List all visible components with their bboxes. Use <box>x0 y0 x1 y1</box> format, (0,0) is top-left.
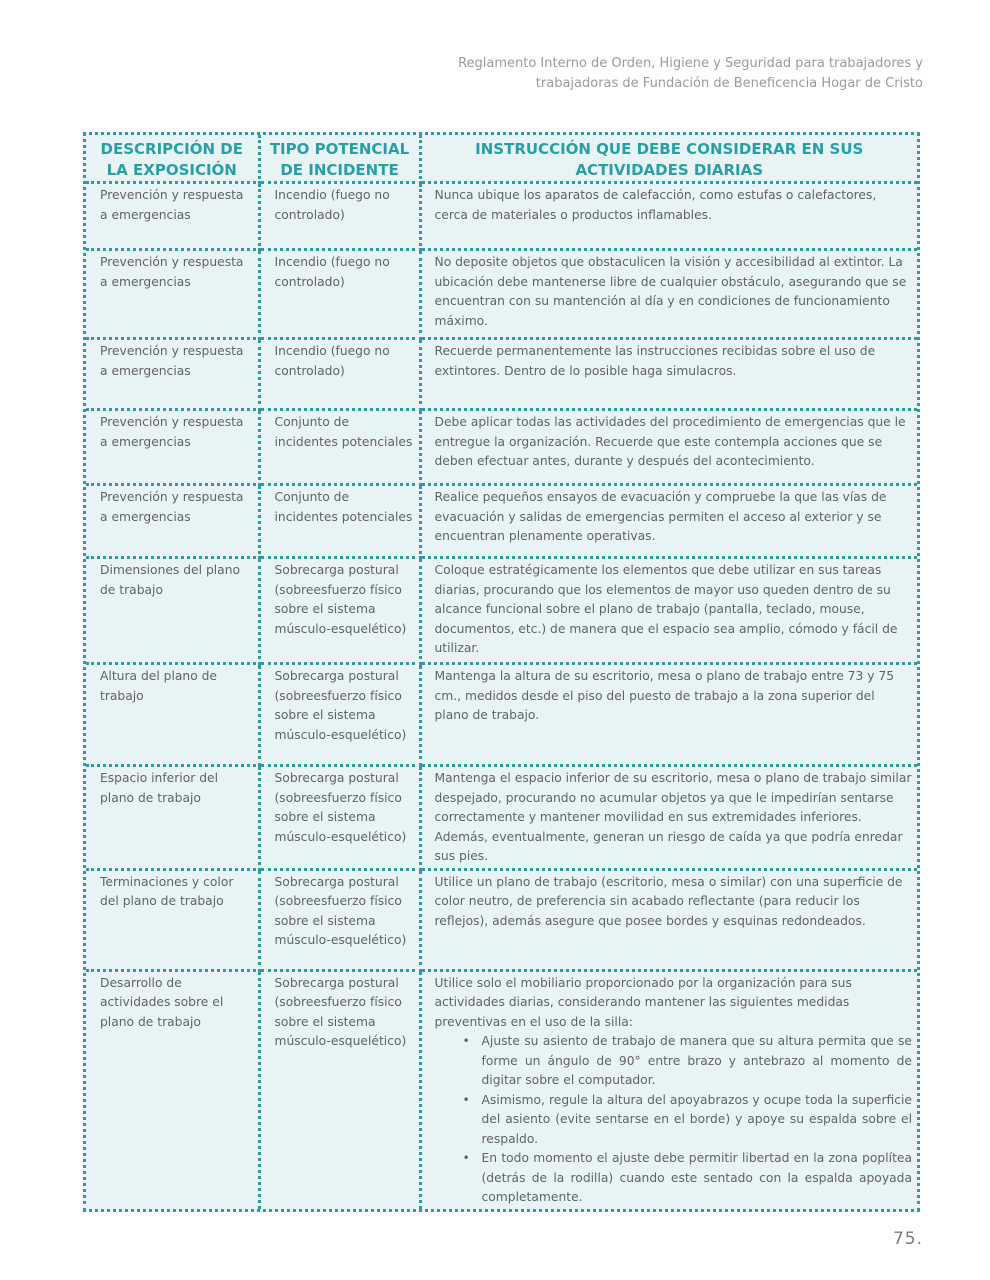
header-incidente: TIPO POTENCIAL DE INCIDENTE <box>259 135 420 183</box>
cell-instruccion: Mantenga el espacio inferior de su escritorio, mesa o plano de trabajo similar despejado, procurando no acumular objetos ya que le impedirían sentarse correctamente y mantener movilidad en sus extremidades inferiores. Además, eventualmente, generan un riesgo de caída ya que podría enredar sus pies. <box>420 766 917 870</box>
cell-exposicion: Desarrollo de actividades sobre el plano de trabajo <box>86 970 259 1209</box>
cell-incidente: Sobrecarga postural (sobreesfuerzo físico sobre el sistema músculo-esquelético) <box>259 766 420 870</box>
list-item: • Asimismo, regule la altura del apoyabrazos y ocupe toda la superficie del asiento (evite sentarse en el borde) y apoye su espalda sobre el respaldo. <box>463 1091 913 1150</box>
cell-exposicion: Terminaciones y color del plano de trabajo <box>86 869 259 970</box>
cell-exposicion: Prevención y respuesta a emergencias <box>86 485 259 558</box>
cell-incidente: Conjunto de incidentes potenciales <box>259 485 420 558</box>
page-number: 75. <box>892 1229 923 1249</box>
list-item: • En todo momento el ajuste debe permitir libertad en la zona poplítea (detrás de la rodilla) cuando este sentado con la espalda apoyada completamente. <box>463 1149 913 1208</box>
table-row <box>86 339 917 410</box>
cell-incidente: Sobrecarga postural (sobreesfuerzo físico sobre el sistema músculo-esquelético) <box>259 664 420 766</box>
table-row <box>86 485 917 558</box>
cell-exposicion: Dimensiones del plano de trabajo <box>86 558 259 664</box>
cell-instruccion: No deposite objetos que obstaculicen la visión y accesibilidad al extintor. La ubicación debe mantenerse libre de cualquier obstáculo, asegurando que se encuentran con su mantención al día y en condiciones de funcionamiento máximo. <box>420 250 917 339</box>
cell-incidente: Incendio (fuego no controlado) <box>259 339 420 410</box>
list-item: • Ajuste su asiento de trabajo de manera que su altura permita que se forme un ángulo de 90° entre brazo y antebrazo al momento de digitar sobre el computador. <box>463 1032 913 1091</box>
table-row <box>86 250 917 339</box>
cell-instruccion: Recuerde permanentemente las instrucciones recibidas sobre el uso de extintores. Dentro de lo posible haga simulacros. <box>420 339 917 410</box>
header-exposicion: DESCRIPCIÓN DE LA EXPOSICIÓN <box>86 135 259 183</box>
document-header <box>363 54 923 93</box>
cell-exposicion: Altura del plano de trabajo <box>86 664 259 766</box>
cell-exposicion: Prevención y respuesta a emergencias <box>86 339 259 410</box>
table-row <box>86 664 917 766</box>
instruccion-intro: Utilice solo el mobiliario proporcionado por la organización para sus actividades diarias, considerando mantener las siguientes medidas preventivas en el uso de la silla: <box>434 975 852 1029</box>
table-row <box>86 970 917 1209</box>
table-row <box>86 766 917 870</box>
cell-exposicion: Prevención y respuesta a emergencias <box>86 183 259 250</box>
cell-incidente: Incendio (fuego no controlado) <box>259 250 420 339</box>
cell-instruccion: Debe aplicar todas las actividades del procedimiento de emergencias que le entregue la organización. Recuerde que este contempla acciones que se deben efectuar antes, durante y después del acontecimiento. <box>420 410 917 485</box>
cell-exposicion: Prevención y respuesta a emergencias <box>86 250 259 339</box>
cell-exposicion: Espacio inferior del plano de trabajo <box>86 766 259 870</box>
table-row <box>86 869 917 970</box>
table-header-row <box>86 135 917 183</box>
cell-incidente: Sobrecarga postural (sobreesfuerzo físico sobre el sistema músculo-esquelético) <box>259 869 420 970</box>
cell-instruccion: Coloque estratégicamente los elementos que debe utilizar en sus tareas diarias, procurando que los elementos de mayor uso queden dentro de su alcance funcional sobre el plano de trabajo (pantalla, teclado, mouse, documentos, etc.) de manera que el espacio sea amplio, cómodo y fácil de utilizar. <box>420 558 917 664</box>
header-line-1: Reglamento Interno de Orden, Higiene y Seguridad para trabajadores y <box>458 56 923 71</box>
cell-incidente: Conjunto de incidentes potenciales <box>259 410 420 485</box>
cell-instruccion: Mantenga la altura de su escritorio, mesa o plano de trabajo entre 73 y 75 cm., medidos desde el piso del puesto de trabajo a la zona superior del plano de trabajo. <box>420 664 917 766</box>
chair-measures-list <box>435 1032 913 1208</box>
table-row <box>86 183 917 250</box>
cell-instruccion <box>420 970 917 1209</box>
cell-instruccion: Nunca ubique los aparatos de calefacción, como estufas o calefactores, cerca de materiales o productos inflamables. <box>420 183 917 250</box>
table-row <box>86 558 917 664</box>
header-line-2: trabajadoras de Fundación de Beneficencia Hogar de Cristo <box>535 75 923 91</box>
cell-instruccion: Realice pequeños ensayos de evacuación y compruebe la que las vías de evacuación y salidas de emergencias permiten el acceso al exterior y se encuentran plenamente operativas. <box>420 485 917 558</box>
cell-instruccion: Utilice un plano de trabajo (escritorio, mesa o similar) con una superficie de color neutro, de preferencia sin acabado reflectante (para reducir los reflejos), además asegure que posee bordes y esquinas redondeados. <box>420 869 917 970</box>
cell-incidente: Sobrecarga postural (sobreesfuerzo físico sobre el sistema músculo-esquelético) <box>259 558 420 664</box>
safety-table <box>83 132 920 1212</box>
cell-exposicion: Prevención y respuesta a emergencias <box>86 410 259 485</box>
cell-incidente: Sobrecarga postural (sobreesfuerzo físico sobre el sistema músculo-esquelético) <box>259 970 420 1209</box>
header-instruccion: INSTRUCCIÓN QUE DEBE CONSIDERAR EN SUS ACTIVIDADES DIARIAS <box>420 135 917 183</box>
cell-incidente: Incendio (fuego no controlado) <box>259 183 420 250</box>
table-row <box>86 410 917 485</box>
